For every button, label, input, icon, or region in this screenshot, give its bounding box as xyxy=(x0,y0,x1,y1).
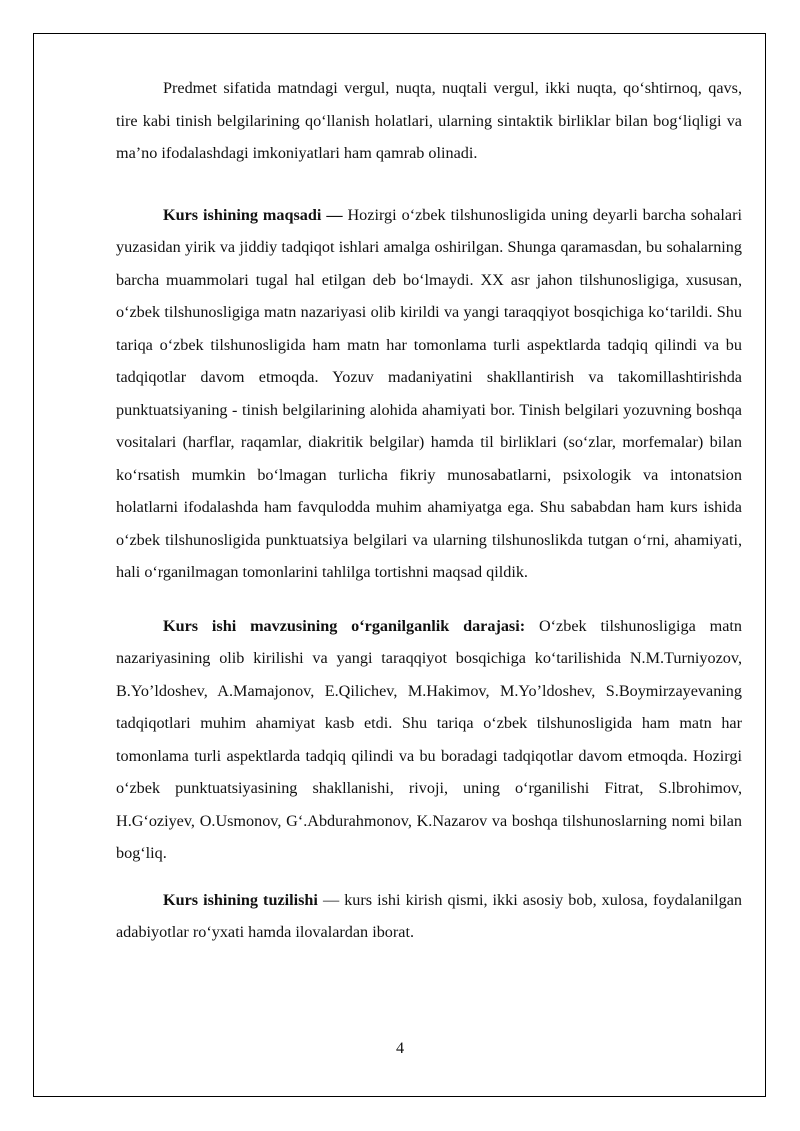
heading-study-level: Kurs ishi mavzusining o‘rganilganlik darajasi: xyxy=(163,616,526,635)
heading-course-goal: Kurs ishining maqsadi — xyxy=(163,205,343,224)
paragraph-study-level-text: O‘zbek tilshunosligiga matn nazariyasining olib kirilishi va yangi taraqqiyot bosqichiga ko‘tarilishida N.M.Turniyozov, B.Yo’ldoshev, A.Mamajonov, E.Qilichev, M.Hakimov, M.Yo’ldoshev, S.Boymirzayevaning tadqiqotlari muhim ahamiyat kasb etdi. Shu tariqa o‘zbek tilshunosligida ham matn har tomonlama turli aspektlarda tadqiq qilindi va bu boradagi tadqiqotlar davom etmoqda. Hozirgi o‘zbek punktuatsiyasining shakllanishi, rivoji, uning o‘rganilishi Fitrat, S.lbrohimov, H.G‘oziyev, O.Usmonov, G‘.Abdurahmonov, K.Nazarov va boshqa tilshunoslarning nomi bilan bog‘liq. xyxy=(116,616,743,862)
paragraph-subject-text: Predmet sifatida matndagi vergul, nuqta, nuqtali vergul, ikki nuqta, qo‘shtirnoq, qavs, tire kabi tinish belgilarining qo‘llanish holatlari, ularning sintaktik birliklar bilan bog‘liqligi va ma’no ifodalashdagi imkoniyatlari ham qamrab olinadi. xyxy=(116,79,742,162)
page-number: 4 xyxy=(395,1039,405,1057)
paragraph-study-level xyxy=(116,610,742,870)
paragraph-structure xyxy=(116,884,742,949)
paragraph-structure-text: — kurs ishi kirish qismi, ikki asosiy bob, xulosa, foydalanilgan adabiyotlar ro‘yxati hamda ilovalardan iborat. xyxy=(116,890,743,941)
paragraph-course-goal xyxy=(116,199,742,589)
heading-structure: Kurs ishining tuzilishi xyxy=(163,890,318,909)
paragraph-course-goal-text: Hozirgi o‘zbek tilshunosligida uning deyarli barcha sohalari yuzasidan yirik va jiddiy tadqiqot ishlari amalga oshirilgan. Shunga qaramasdan, bu sohalarning barcha muammolari tugal hal etilgan deb bo‘lmaydi. XX asr jahon tilshunosligiga, xususan, o‘zbek tilshunosligiga matn nazariyasi olib kirildi va yangi taraqqiyot bosqichiga ko‘tarildi. Shu tariqa o‘zbek tilshunosligida ham matn har tomonlama turli aspektlarda tadqiq qilindi va bu tadqiqotlar davom etmoqda. Yozuv madaniyatini shakllantirish va takomillashtirishda punktuatsiyaning - tinish belgilarining alohida ahamiyati bor. Tinish belgilari yozuvning boshqa vositalari (harflar, raqamlar, diakritik belgilar) hamda til birliklari (so‘zlar, morfemalar) bilan ko‘rsatish mumkin bo‘lmagan turlicha fikriy munosabatlarni, psixologik va intonatsion holatlarni ifodalashda ham favqulodda muhim ahamiyatga ega. Shu sababdan ham kurs ishida o‘zbek tilshunosligida punktuatsiya belgilari va ularning tilshunoslikda tutgan o‘rni, ahamiyati, hali o‘rganilmagan tomonlarini tahlilga tortishni maqsad qildik. xyxy=(116,205,742,581)
paragraph-subject xyxy=(116,72,742,170)
document-body xyxy=(116,72,742,949)
